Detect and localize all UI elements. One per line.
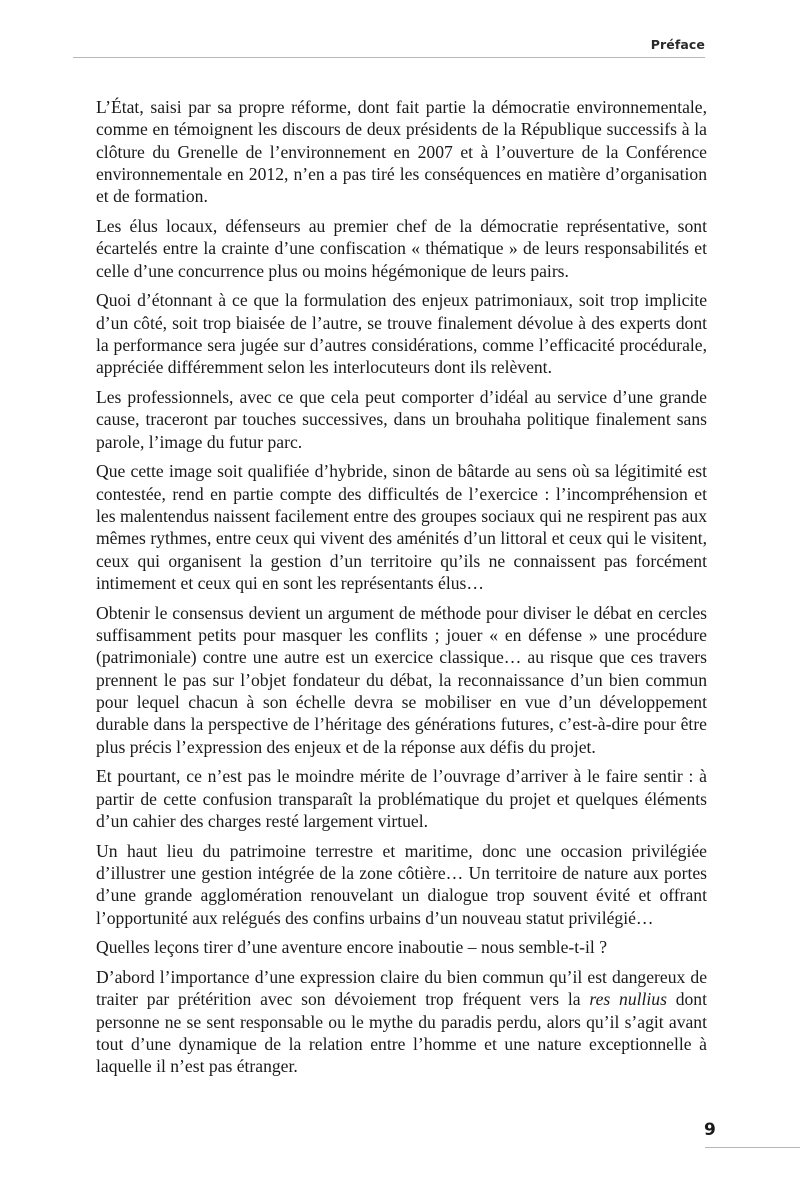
- footer-rule: [705, 1147, 800, 1148]
- italic-term: res nullius: [589, 989, 667, 1010]
- running-header-title: Préface: [650, 37, 705, 52]
- paragraph: Que cette image soit qualifiée d’hybride, sinon de bâtarde au sens où sa légitimité est contestée, rend en partie compte des difficultés de l’exercice : l’incompréhension et les malentendus naissent facilement entre des groupes sociaux qui ne respirent pas aux mêmes rythmes, entre ceux qui vivent des aménités d’un littoral et ceux qui le visitent, ceux qui organisent la gestion d’un territoire qu’ils ne connaissent pas forcément intimement et ceux qui en sont les représentants élus…: [96, 461, 707, 593]
- paragraph-text: dont personne ne se sent responsable ou le mythe du paradis perdu, alors qu’il s’agit avant tout d’une dynamique de la relation entre l’homme et une nature exceptionnelle à laquelle il n’est pas étranger.: [96, 989, 707, 1077]
- paragraph: Un haut lieu du patrimoine terrestre et maritime, donc une occasion privilégiée d’illustrer une gestion intégrée de la zone côtière… Un territoire de nature aux portes d’une grande agglomération renouvelant un dialogue trop souvent évité et offrant l’opportunité aux relégués des confins urbains d’un nouveau statut privilégié…: [96, 840, 707, 928]
- paragraph: Les professionnels, avec ce que cela peut comporter d’idéal au service d’une grande cause, traceront par touches successives, dans un brouhaha politique finalement sans parole, l’image du futur parc.: [96, 387, 707, 452]
- paragraph-last: [96, 966, 707, 1077]
- body-text: [96, 96, 707, 1085]
- paragraph: Et pourtant, ce n’est pas le moindre mérite de l’ouvrage d’arriver à le faire sentir : à partir de cette confusion transparaît la problématique du projet et quelques éléments d’un cahier des charges resté largement virtuel.: [96, 766, 707, 831]
- paragraph: Les élus locaux, défenseurs au premier chef de la démocratie représentative, sont écartelés entre la crainte d’une confiscation « thématique » de leurs responsabilités et celle d’une concurrence plus ou moins hégémonique de leurs pairs.: [96, 215, 707, 281]
- paragraph: Quelles leçons tirer d’une aventure encore inaboutie – nous semble-t-il ?: [96, 937, 608, 958]
- paragraph: L’État, saisi par sa propre réforme, dont fait partie la démocratie environnementale, comme en témoignent les discours de deux présidents de la République successifs à la clôture du Grenelle de l’environnement en 2007 et à l’ouverture de la Conférence environnementale en 2012, n’en a pas tiré les conséquences en matière d’organisation et de formation.: [96, 97, 707, 207]
- header-rule: [73, 57, 705, 58]
- paragraph: Obtenir le consensus devient un argument de méthode pour diviser le débat en cercles suffisamment petits pour masquer les conflits ; jouer « en défense » une procédure (patrimoniale) contre une autre est un exercice classique… au risque que ces travers prennent le pas sur l’objet fondateur du débat, la reconnaissance d’un bien commun pour lequel chacun à son échelle devra se mobiliser en vue d’un développement durable dans la perspective de l’héritage des générations futures, c’est-à-dire pour être plus précis l’expression des enjeux et de la réponse aux défis du projet.: [96, 602, 707, 757]
- paragraph-text: D’abord l’importance d’une expression claire du bien commun qu’il est dangereux de traiter par prétérition avec son dévoiement trop fréquent vers la: [96, 967, 707, 1010]
- page-number: 9: [704, 1120, 716, 1140]
- paragraph: Quoi d’étonnant à ce que la formulation des enjeux patrimoniaux, soit trop implicite d’un côté, soit trop biaisée de l’autre, se trouve finalement dévolue à des experts dont la performance sera jugée sur d’autres considérations, comme l’efficacité procédurale, appréciée différemment selon les interlocuteurs dont ils relèvent.: [96, 290, 707, 378]
